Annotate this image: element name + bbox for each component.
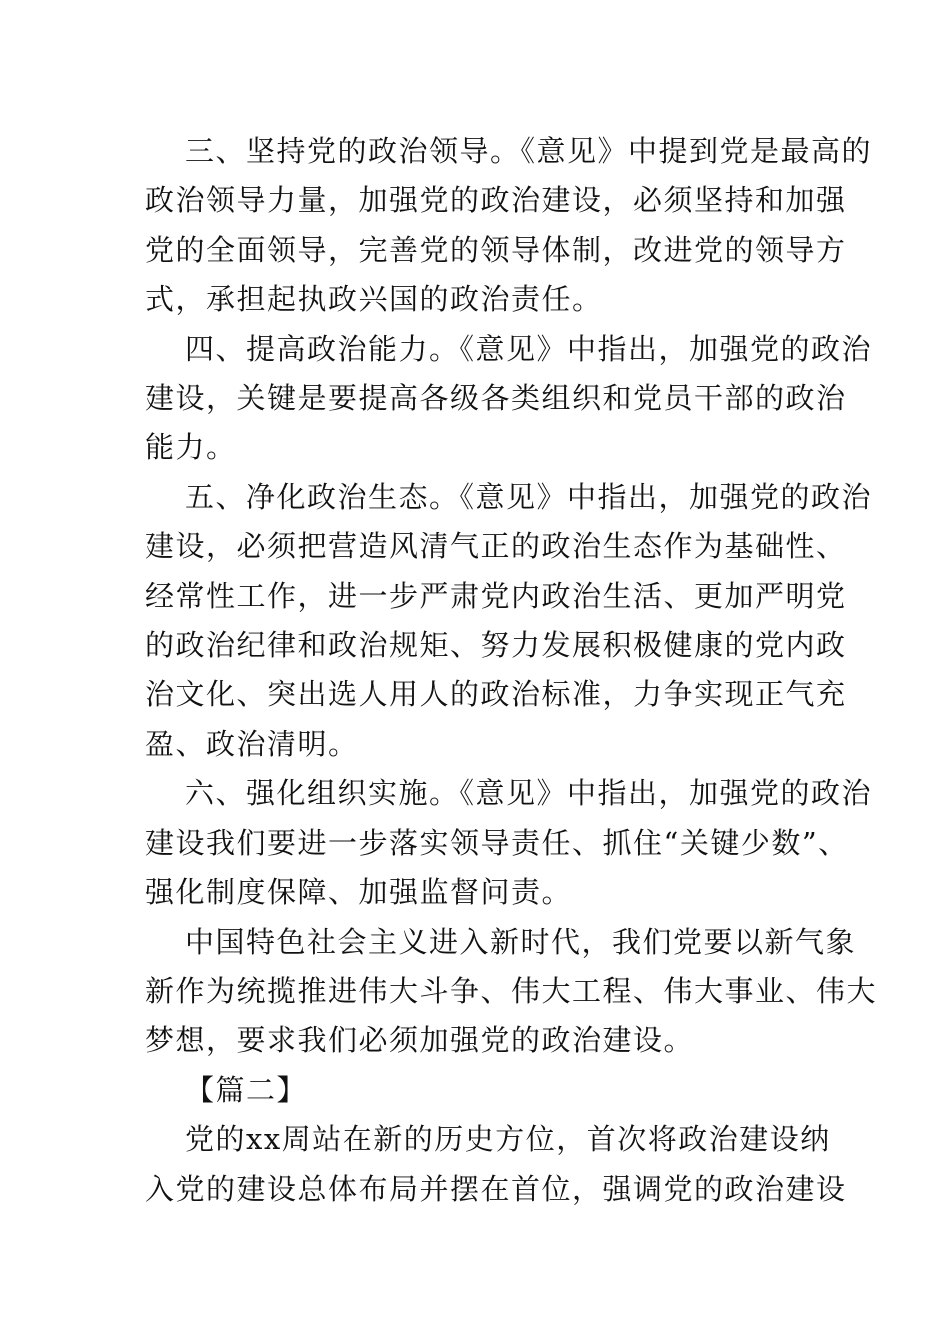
text-line: 式，承担起执政兴国的政治责任。 <box>145 282 603 317</box>
text-line: 梦想，要求我们必须加强党的政治建设。 <box>145 1023 695 1058</box>
text-line: 五、净化政治生态。《意见》中指出，加强党的政治 <box>185 479 873 514</box>
text-line: 建设我们要进一步落实领导责任、抓住“关键少数”、 <box>145 825 849 860</box>
text-line: 中国特色社会主义进入新时代，我们党要以新气象 <box>185 924 857 959</box>
text-line: 六、强化组织实施。《意见》中指出，加强党的政治 <box>185 776 873 811</box>
text-line: 经常性工作，进一步严肃党内政治生活、更加严明党 <box>145 578 847 613</box>
text-line: 能力。 <box>145 430 237 465</box>
text-line: 新作为统揽推进伟大斗争、伟大工程、伟大事业、伟大 <box>145 973 878 1008</box>
text-line: 的政治纪律和政治规矩、努力发展积极健康的党内政 <box>145 628 847 663</box>
text-line: 建设，关键是要提高各级各类组织和党员干部的政治 <box>145 381 847 416</box>
paragraph-political-ecology <box>145 473 873 769</box>
text-line: 建设，必须把营造风清气正的政治生态作为基础性、 <box>145 529 847 564</box>
section-heading: 【篇二】 <box>185 1072 308 1107</box>
paragraph-closing <box>145 1115 847 1214</box>
text-line: 政治领导力量，加强党的政治建设，必须坚持和加强 <box>145 183 847 218</box>
paragraph-political-ability <box>145 325 873 473</box>
text-line: 治文化、突出选人用人的政治标准，力争实现正气充 <box>145 677 847 712</box>
text-line: 强化制度保障、加强监督问责。 <box>145 875 573 910</box>
text-line: 盈、政治清明。 <box>145 726 359 761</box>
text-line: 四、提高政治能力。《意见》中指出，加强党的政治 <box>185 331 873 366</box>
document-body <box>145 127 878 1214</box>
text-line: 入党的建设总体布局并摆在首位，强调党的政治建设 <box>145 1171 847 1206</box>
paragraph-organization-implementation <box>145 769 873 917</box>
text-line: 党的全面领导，完善党的领导体制，改进党的领导方 <box>145 232 847 267</box>
paragraph-new-era <box>145 918 878 1066</box>
text-line: 党的xx周站在新的历史方位，首次将政治建设纳 <box>185 1122 831 1157</box>
paragraph-political-leadership <box>145 127 873 325</box>
text-line: 三、坚持党的政治领导。《意见》中提到党是最高的 <box>185 134 873 168</box>
